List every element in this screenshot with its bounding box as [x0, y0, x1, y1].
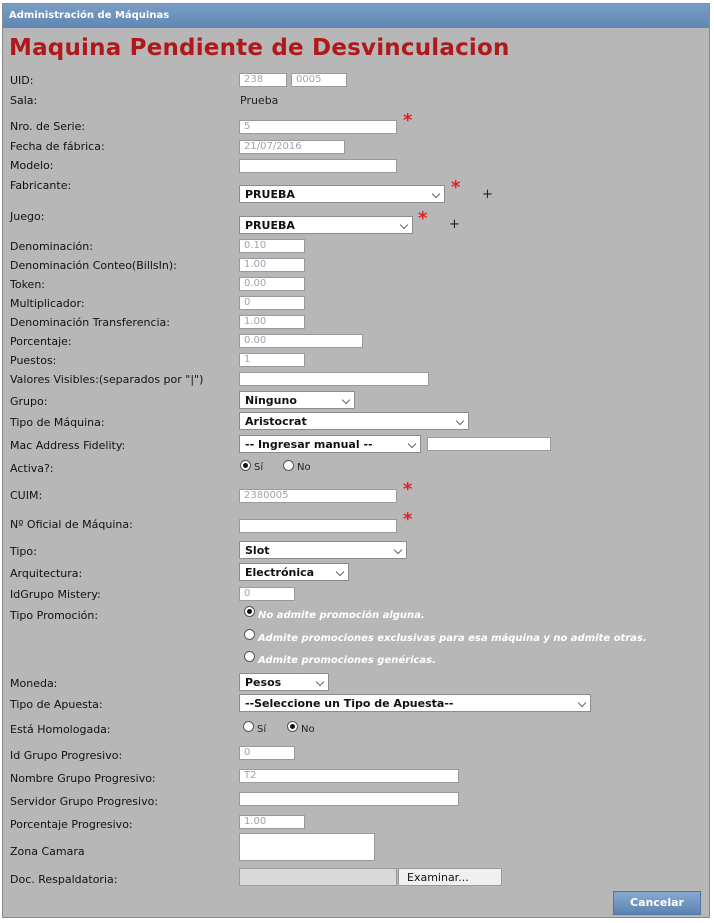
- progressive-percentage-label: Porcentaje Progresivo:: [10, 818, 133, 831]
- promotion-exclusive-label: Admite promociones exclusivas para esa máquina y no admite otras.: [258, 633, 647, 644]
- mac-address-select[interactable]: [239, 435, 421, 453]
- progressive-percentage-input[interactable]: 1.00: [239, 815, 305, 829]
- percentage-label: Porcentaje:: [10, 335, 72, 348]
- official-number-input[interactable]: [239, 519, 397, 533]
- required-marker: *: [403, 509, 413, 530]
- bet-type-select[interactable]: [239, 694, 591, 712]
- add-manufacturer-icon[interactable]: +: [482, 187, 493, 202]
- group-label: Grupo:: [10, 395, 48, 408]
- progressive-group-id-label: Id Grupo Progresivo:: [10, 749, 123, 762]
- machine-type-select[interactable]: [239, 412, 469, 430]
- visible-values-label: Valores Visibles:(separados por "|"): [10, 373, 204, 386]
- currency-selected: Pesos: [245, 676, 282, 689]
- manufacturer-label: Fabricante:: [10, 179, 72, 192]
- active-yes-radio[interactable]: [240, 460, 251, 471]
- active-label: Activa?:: [10, 462, 54, 475]
- group-selected: Ninguno: [245, 394, 297, 407]
- active-no-label: No: [297, 462, 311, 473]
- cancel-button[interactable]: Cancelar: [613, 891, 701, 915]
- add-game-icon[interactable]: +: [449, 217, 460, 232]
- homologated-yes-radio[interactable]: [243, 721, 254, 732]
- uid-input-number[interactable]: 0005: [291, 73, 347, 87]
- progressive-group-name-label: Nombre Grupo Progresivo:: [10, 772, 156, 785]
- chevron-down-icon: [316, 678, 324, 686]
- uid-input-sala[interactable]: 238: [239, 73, 287, 87]
- required-marker: *: [403, 479, 413, 500]
- homologated-no-label: No: [301, 724, 315, 735]
- bet-type-selected: --Seleccione un Tipo de Apuesta--: [245, 697, 454, 710]
- supporting-doc-label: Doc. Respaldatoria:: [10, 873, 118, 886]
- promotion-none-label: No admite promoción alguna.: [258, 610, 425, 621]
- denomination-input[interactable]: 0.10: [239, 239, 305, 253]
- model-input[interactable]: [239, 159, 397, 173]
- model-label: Modelo:: [10, 159, 54, 172]
- machine-type-selected: Aristocrat: [245, 415, 307, 428]
- mac-address-selected: -- Ingresar manual --: [245, 438, 373, 451]
- seats-label: Puestos:: [10, 354, 57, 367]
- required-marker: *: [418, 208, 428, 229]
- chevron-down-icon: [342, 396, 350, 404]
- chevron-down-icon: [400, 221, 408, 229]
- token-input[interactable]: 0.00: [239, 277, 305, 291]
- group-select[interactable]: [239, 391, 355, 409]
- required-marker: *: [403, 110, 413, 131]
- transfer-denomination-label: Denominación Transferencia:: [10, 316, 171, 329]
- window-title: Administración de Máquinas: [3, 4, 709, 28]
- homologated-label: Está Homologada:: [10, 723, 111, 736]
- chevron-down-icon: [578, 699, 586, 707]
- type-label: Tipo:: [10, 545, 37, 558]
- multiplier-label: Multiplicador:: [10, 297, 85, 310]
- supporting-doc-file-path[interactable]: [239, 868, 397, 886]
- mystery-group-input[interactable]: 0: [239, 587, 295, 601]
- homologated-no-radio[interactable]: [287, 721, 298, 732]
- chevron-down-icon: [336, 568, 344, 576]
- promotion-generic-radio[interactable]: [244, 651, 255, 662]
- uid-label: UID:: [10, 74, 34, 87]
- machine-type-label: Tipo de Máquina:: [10, 416, 105, 429]
- token-label: Token:: [10, 278, 46, 291]
- promotion-none-radio[interactable]: [244, 606, 255, 617]
- architecture-label: Arquitectura:: [10, 567, 83, 580]
- required-marker: *: [451, 177, 461, 198]
- progressive-server-label: Servidor Grupo Progresivo:: [10, 795, 159, 808]
- manufacturer-select[interactable]: [239, 185, 445, 203]
- chevron-down-icon: [408, 440, 416, 448]
- page-title: Maquina Pendiente de Desvinculacion: [9, 35, 510, 61]
- progressive-server-input[interactable]: [239, 792, 459, 806]
- camera-zone-textarea[interactable]: [239, 833, 375, 861]
- type-select[interactable]: [239, 541, 407, 559]
- seats-input[interactable]: 1: [239, 353, 305, 367]
- mac-address-label: Mac Address Fidelity:: [10, 439, 126, 452]
- promotion-type-label: Tipo Promoción:: [10, 609, 99, 622]
- architecture-select[interactable]: [239, 563, 349, 581]
- active-no-radio[interactable]: [283, 460, 294, 471]
- active-yes-label: Sí: [254, 462, 264, 473]
- serial-number-input[interactable]: 5: [239, 120, 397, 134]
- progressive-group-name-input[interactable]: T2: [239, 769, 459, 783]
- visible-values-input[interactable]: [239, 372, 429, 386]
- type-selected: Slot: [245, 544, 270, 557]
- promotion-exclusive-radio[interactable]: [244, 629, 255, 640]
- game-selected: PRUEBA: [245, 219, 295, 232]
- mac-address-input[interactable]: [427, 437, 551, 451]
- homologated-yes-label: Sí: [257, 724, 267, 735]
- machine-admin-panel: [2, 3, 710, 918]
- manufacture-date-input[interactable]: 21/07/2016: [239, 140, 345, 154]
- progressive-group-id-input[interactable]: 0: [239, 746, 295, 760]
- denomination-label: Denominación:: [10, 240, 93, 253]
- serial-number-label: Nro. de Serie:: [10, 120, 86, 133]
- sala-label: Sala:: [10, 94, 38, 107]
- promotion-generic-label: Admite promociones genéricas.: [258, 655, 436, 666]
- cuim-label: CUIM:: [10, 489, 43, 502]
- currency-select[interactable]: [239, 673, 329, 691]
- manufacturer-selected: PRUEBA: [245, 188, 295, 201]
- mystery-group-label: IdGrupo Mistery:: [10, 588, 101, 601]
- currency-label: Moneda:: [10, 677, 58, 690]
- denomination-count-input[interactable]: 1.00: [239, 258, 305, 272]
- transfer-denomination-input[interactable]: 1.00: [239, 315, 305, 329]
- manufacture-date-label: Fecha de fábrica:: [10, 140, 105, 153]
- camera-zone-label: Zona Camara: [10, 845, 85, 858]
- chevron-down-icon: [394, 546, 402, 554]
- chevron-down-icon: [456, 417, 464, 425]
- bet-type-label: Tipo de Apuesta:: [10, 698, 103, 711]
- game-label: Juego:: [10, 210, 45, 223]
- chevron-down-icon: [432, 190, 440, 198]
- percentage-input[interactable]: 0.00: [239, 334, 363, 348]
- architecture-selected: Electrónica: [245, 566, 315, 579]
- denomination-count-label: Denominación Conteo(BillsIn):: [10, 259, 177, 272]
- official-number-label: Nº Oficial de Máquina:: [10, 518, 133, 531]
- sala-value: Prueba: [240, 94, 279, 107]
- browse-file-button[interactable]: Examinar...: [398, 868, 502, 886]
- cuim-input[interactable]: 2380005: [239, 489, 397, 503]
- game-select[interactable]: [239, 216, 413, 234]
- multiplier-input[interactable]: 0: [239, 296, 305, 310]
